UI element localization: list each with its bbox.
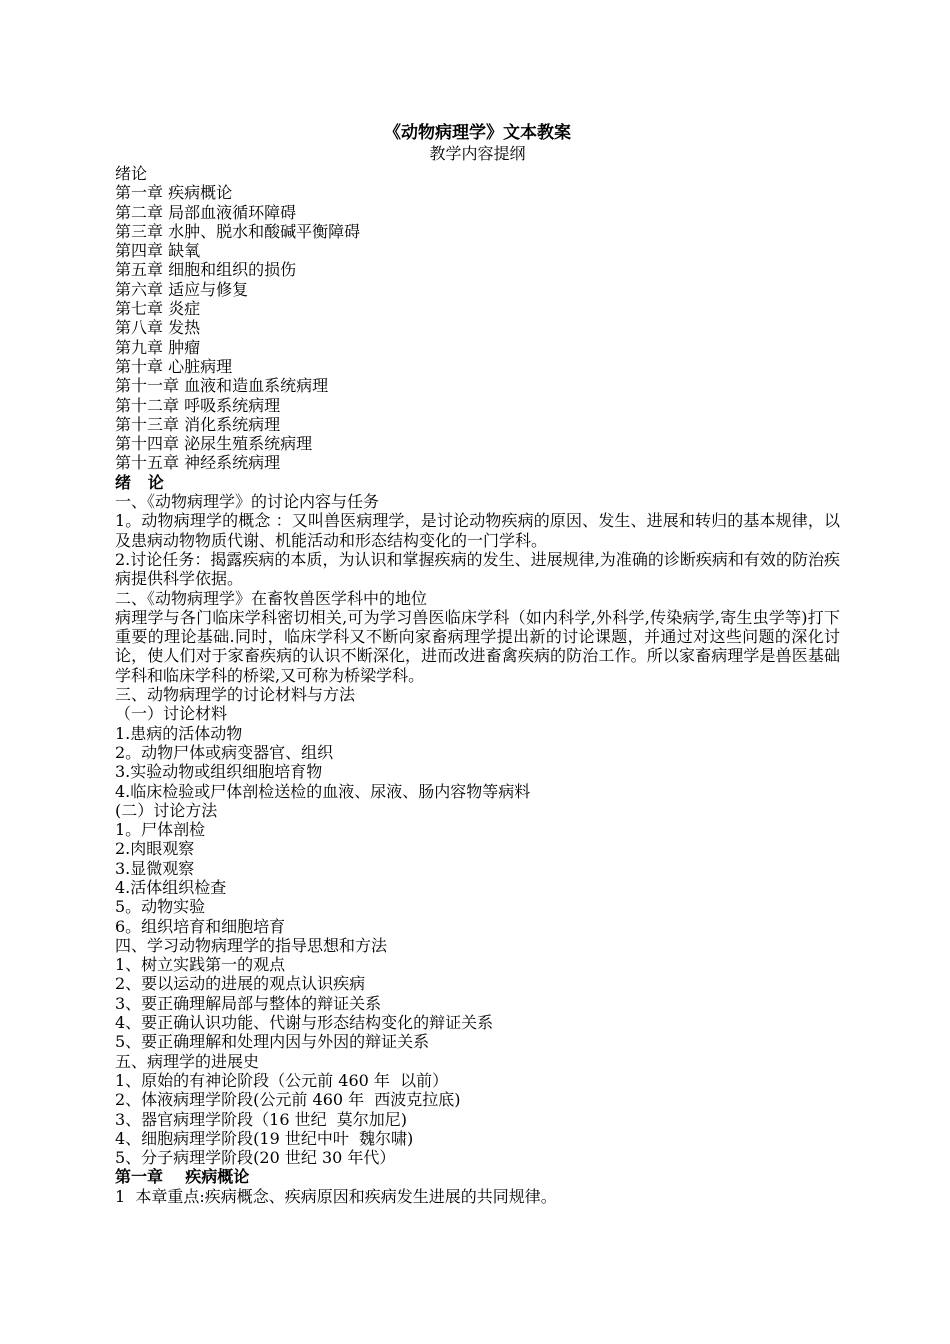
chapter-1 (115, 1167, 840, 1206)
paragraph: 1 本章重点:疾病概念、疾病原因和疾病发生进展的共同规律。 (115, 1186, 557, 1206)
table-of-contents (115, 164, 840, 473)
toc-item: 第七章 炎症 (115, 299, 201, 319)
toc-item: 第十三章 消化系统病理 (115, 414, 281, 434)
section-heading: 一、《动物病理学》的讨论内容与任务 (115, 492, 380, 512)
list-item: 3、要正确理解局部与整体的辩证关系 (115, 993, 382, 1013)
subsection-heading: (二）讨论方法 (115, 800, 218, 820)
list-item: 5、分子病理学阶段(20 世纪 30 年代） (115, 1148, 396, 1168)
paragraph: 2.讨论任务：揭露疾病的本质，为认识和掌握疾病的发生、进展规律,为准确的诊断疾病和有效的防治疾病提供科学依据。 (115, 549, 840, 589)
toc-item: 第八章 发热 (115, 318, 201, 338)
toc-item: 第十二章 呼吸系统病理 (115, 395, 281, 415)
toc-item: 绪论 (115, 164, 148, 183)
section-heading: 三、动物病理学的讨论材料与方法 (115, 685, 356, 705)
section-heading: 四、学习动物病理学的指导思想和方法 (115, 935, 388, 955)
document-page (115, 122, 840, 1206)
list-item: 5、要正确理解和处理内因与外因的辩证关系 (115, 1032, 430, 1052)
list-item: 3、器官病理学阶段（16 世纪 莫尔加尼) (115, 1109, 408, 1129)
chapter-heading: 第一章 疾病概论 (115, 1167, 250, 1187)
toc-item: 第十一章 血液和造血系统病理 (115, 376, 329, 396)
section-5 (115, 1052, 840, 1168)
list-item: 5。动物实验 (115, 897, 206, 917)
list-item: 2、要以运动的进展的观点认识疾病 (115, 974, 366, 994)
toc-item: 第二章 局部血液循环障碍 (115, 202, 297, 222)
document-subtitle: 教学内容提纲 (429, 144, 526, 163)
list-item: 3.显微观察 (115, 858, 195, 878)
paragraph: 1。动物病理学的概念 ：又叫兽医病理学，是讨论动物疾病的原因、发生、进展和转归的基本规律，以及患病动物物质代谢、机能活动和形态结构变化的一门学科。 (115, 511, 840, 550)
list-item: 2.肉眼观察 (115, 839, 195, 859)
list-item: 1、原始的有神论阶段（公元前 460 年 以前） (115, 1070, 449, 1090)
list-item: 4.临床检验或尸体剖检送检的血液、尿液、肠内容物等病料 (115, 781, 531, 801)
section-heading: 二、《动物病理学》在畜牧兽医学科中的地位 (115, 588, 428, 608)
section-4 (115, 936, 840, 1052)
section-heading: 五、病理学的进展史 (115, 1051, 260, 1071)
toc-item: 第五章 细胞和组织的损伤 (115, 260, 297, 280)
list-item: 4、要正确认识功能、代谢与形态结构变化的辩证关系 (115, 1013, 494, 1033)
toc-item: 第十四章 泌尿生殖系统病理 (115, 434, 313, 454)
section-2 (115, 589, 840, 685)
toc-item: 第六章 适应与修复 (115, 279, 249, 299)
list-item: 1、树立实践第一的观点 (115, 955, 286, 975)
list-item: 6。组织培育和细胞培育 (115, 916, 286, 936)
list-item: 2。动物尸体或病变器官、组织 (115, 742, 334, 762)
section-3 (115, 685, 840, 936)
list-item: 3.实验动物或组织细胞培育物 (115, 762, 323, 782)
list-item: 1.患病的活体动物 (115, 723, 243, 743)
section-1 (115, 492, 840, 588)
toc-item: 第十章 心脏病理 (115, 356, 233, 376)
list-item: 4、细胞病理学阶段(19 世纪中叶 魏尔啸) (115, 1128, 414, 1148)
toc-item: 第十五章 神经系统病理 (115, 453, 281, 473)
list-item: 2、体液病理学阶段(公元前 460 年 西波克拉底) (115, 1090, 461, 1110)
list-item: 1。尸体剖检 (115, 820, 206, 840)
subsection-heading: （一）讨论材料 (115, 704, 228, 724)
toc-item: 第四章 缺氧 (115, 241, 201, 261)
document-title: 《动物病理学》文本教案 (384, 123, 571, 143)
toc-item: 第三章 水肿、脱水和酸碱平衡障碍 (115, 221, 361, 241)
list-item: 4.活体组织检查 (115, 877, 227, 897)
toc-item: 第九章 肿瘤 (115, 337, 201, 357)
paragraph: 病理学与各门临床学科密切相关,可为学习兽医临床学科（如内科学,外科学,传染病学,寄生虫学等)打下重要的理论基础.同时，临床学科又不断向家畜病理学提出新的讨论课题，并通过对这些问题的深化讨论，使人们对于家畜疾病的认识不断深化，进而改进畜禽疾病的防治工作。所以家畜病理学是兽医基础学科和临床学科的桥梁,又可称为桥梁学科。 (115, 607, 840, 685)
toc-item: 第一章 疾病概论 (115, 183, 233, 203)
intro-heading: 绪 论 (115, 472, 164, 492)
